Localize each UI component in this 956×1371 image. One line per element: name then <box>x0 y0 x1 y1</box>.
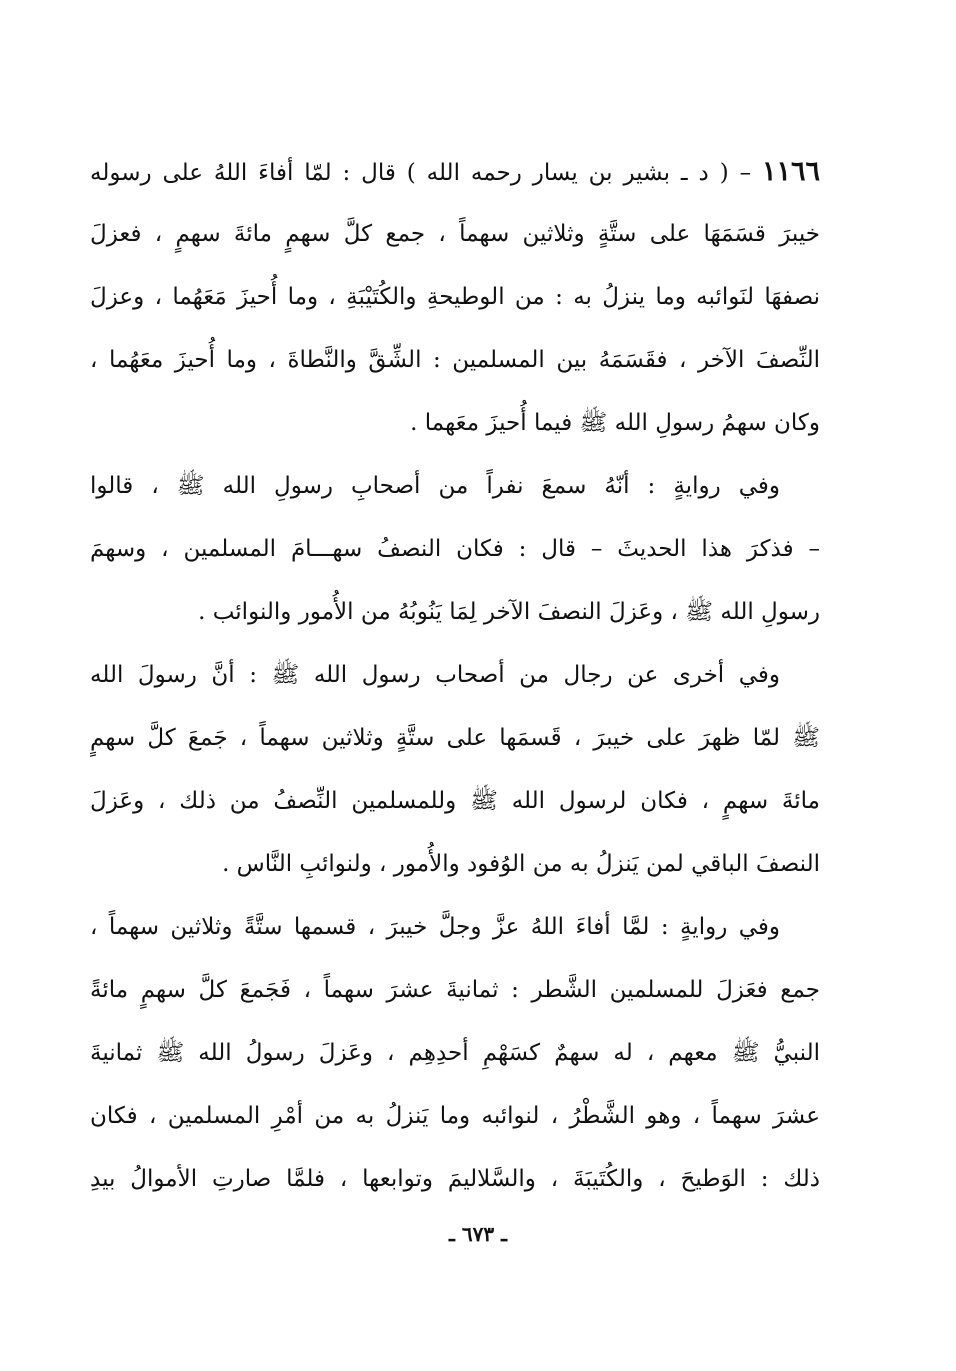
text-line: نصفهَا لنَوائبه وما ينزلُ به : من الوطيحةِ والكُتَيْبَةِ ، وما أُحيزَ مَعَهُما ، وعزلَ <box>90 284 820 310</box>
text-line: ذلك : الوَطيحَ ، والكُتَيبَةَ ، والسَّلاليمَ وتوابعها ، فلمَّا صارتِ الأموالُ بيدِ <box>90 1166 820 1192</box>
text-line: النصفَ الباقي لمن يَنزلُ به من الوُفود والأُمور ، ولنوائبِ النَّاس . <box>222 851 820 877</box>
text-line: وكان سهمُ رسولِ الله ﷺ فيما أُحيزَ معَهما . <box>410 410 820 436</box>
text-line: عشرَ سهماً ، وهو الشَّطْرُ ، لنوائبه وما يَنزلُ به من أمْرِ المسلمين ، فكان <box>90 1103 820 1129</box>
text-line: النبيُّ ﷺ معهم ، له سهمٌ كسَهْمِ أحدِهِم ، وعَزلَ رسولُ الله ﷺ ثمانيةَ <box>90 1040 820 1066</box>
text-line: – فذكرَ هذا الحديثَ – قال : فكان النصفُ سهـــامَ المسلمين ، وسهمَ <box>90 536 820 562</box>
riwaya-paragraph-2 <box>90 896 820 1211</box>
text-line: جمع فعَزلَ للمسلمين الشَّطر : ثمانيةَ عشرَ سهماً ، فَجَمعَ كلَّ سهمٍ مائةً <box>90 977 820 1003</box>
text-line: ﷺ لمّا ظهرَ على خيبرَ ، قَسمَها على ستَّةٍ وثلاثين سهماً ، جَمعَ كلَّ سهمٍ <box>90 725 820 751</box>
page-number: ـ ٦٧٣ ـ <box>449 1222 507 1246</box>
text-span: – ( د ـ بشير بن يسار رحمه الله ) قال : لمّا أفاءَ اللهُ على رسوله <box>90 160 752 186</box>
other-riwaya-paragraph <box>90 644 820 896</box>
text-line <box>90 140 820 203</box>
text-line: خيبرَ قسَمَهَا على ستَّةٍ وثلاثين سهماً ، جمع كلَّ سهمٍ مائةَ سهمٍ ، فعزلَ <box>90 221 820 247</box>
text-line: وفي روايةٍ : أنّهُ سمعَ نفراً من أصحابِ رسولِ الله ﷺ ، قالوا <box>90 473 780 499</box>
text-line: وفي أخرى عن رجال من أصحاب رسول الله ﷺ : أنَّ رسولَ الله <box>90 662 780 688</box>
riwaya-paragraph <box>90 455 820 644</box>
page-body <box>90 140 820 1211</box>
text-line: وفي روايةٍ : لمَّا أفاءَ اللهُ عزَّ وجلَّ خيبرَ ، قسمها ستَّةً وثلاثين سهماً ، <box>90 914 780 940</box>
text-line: مائةَ سهمٍ ، فكان لرسول الله ﷺ وللمسلمين النِّصفُ من ذلك ، وعَزلَ <box>90 788 820 814</box>
text-line: النِّصفَ الآخر ، فقَسَمَهُ بين المسلمين : الشِّقَّ والنَّطاةَ ، وما أُحيزَ معَهُما ، <box>90 347 820 373</box>
text-line: رسولِ الله ﷺ ، وعَزلَ النصفَ الآخر لِمَا يَنُوبُهُ من الأُمور والنوائب . <box>198 599 820 625</box>
hadith-paragraph <box>90 140 820 455</box>
hadith-number: ١١٦٦ <box>761 156 820 187</box>
